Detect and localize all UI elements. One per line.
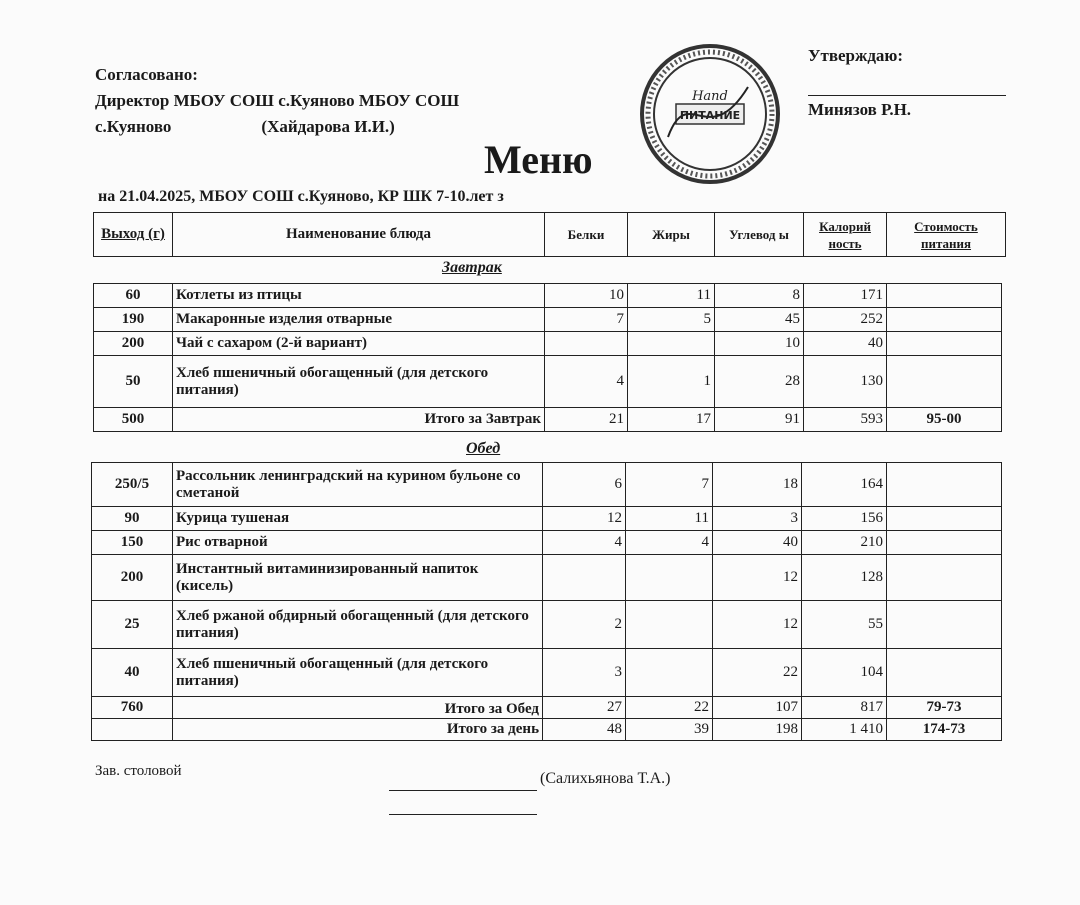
total-fat: 22 <box>626 697 713 719</box>
protein-value: 7 <box>545 308 628 332</box>
carbs-value: 3 <box>713 507 802 531</box>
table-row <box>92 531 1002 555</box>
table-row <box>92 507 1002 531</box>
fat-value <box>626 601 713 649</box>
table-row <box>94 332 1002 356</box>
col-name: Наименование блюда <box>173 213 545 257</box>
carbs-value: 12 <box>713 601 802 649</box>
col-output: Выход (г) <box>94 213 173 257</box>
village-label: с.Куяново <box>95 117 172 136</box>
carbs-value: 45 <box>715 308 804 332</box>
canteen-head-label: Зав. столовой <box>95 763 182 779</box>
protein-value: 10 <box>545 284 628 308</box>
signature-line-2 <box>389 814 537 815</box>
total-output: 500 <box>94 408 173 432</box>
svg-text:ПИТАНИЕ: ПИТАНИЕ <box>679 109 741 122</box>
total-cost: 95-00 <box>887 408 1002 432</box>
breakfast-table <box>93 283 1002 432</box>
calories-value: 252 <box>804 308 887 332</box>
protein-value: 4 <box>543 531 626 555</box>
day-total-calories: 1 410 <box>802 719 887 741</box>
approve-label: Утверждаю: <box>808 46 904 65</box>
cost-cell <box>887 601 1002 649</box>
canteen-head-name: (Салихьянова Т.А.) <box>540 770 671 787</box>
protein-value: 2 <box>543 601 626 649</box>
total-carbs: 107 <box>713 697 802 719</box>
col-fat: Жиры <box>628 213 715 257</box>
total-cost: 79-73 <box>887 697 1002 719</box>
total-fat: 17 <box>628 408 715 432</box>
fat-value: 11 <box>628 284 715 308</box>
table-row <box>94 356 1002 408</box>
column-header-table <box>93 212 1006 257</box>
day-total-output <box>92 719 173 741</box>
cost-cell <box>887 531 1002 555</box>
cost-cell <box>887 507 1002 531</box>
col-protein: Белки <box>545 213 628 257</box>
carbs-value: 28 <box>715 356 804 408</box>
protein-value: 6 <box>543 463 626 507</box>
total-row <box>94 408 1002 432</box>
protein-value: 4 <box>545 356 628 408</box>
approve-name: Минязов Р.Н. <box>808 100 912 119</box>
calories-value: 164 <box>802 463 887 507</box>
fat-value <box>628 332 715 356</box>
calories-value: 40 <box>804 332 887 356</box>
page-title: Меню <box>484 137 593 182</box>
protein-value <box>543 555 626 601</box>
dish-name: Котлеты из птицы <box>173 284 545 308</box>
calories-value: 104 <box>802 649 887 697</box>
carbs-value: 22 <box>713 649 802 697</box>
calories-value: 55 <box>802 601 887 649</box>
stamp-seal <box>638 42 783 187</box>
day-total-row <box>92 719 1002 741</box>
fat-value <box>626 555 713 601</box>
lunch-table <box>91 462 1002 741</box>
total-protein: 27 <box>543 697 626 719</box>
total-protein: 21 <box>545 408 628 432</box>
cost-cell <box>887 555 1002 601</box>
col-calories: Калорий ность <box>804 213 887 257</box>
row-output: 250/5 <box>92 463 173 507</box>
dish-name: Инстантный витаминизированный напиток (кисель) <box>173 555 543 601</box>
dish-name: Рис отварной <box>173 531 543 555</box>
day-total-label: Итого за день <box>173 719 543 741</box>
total-calories: 593 <box>804 408 887 432</box>
fat-value: 11 <box>626 507 713 531</box>
total-calories: 817 <box>802 697 887 719</box>
total-row <box>92 697 1002 719</box>
svg-text:Hand: Hand <box>692 89 728 104</box>
row-output: 90 <box>92 507 173 531</box>
col-carbs: Углевод ы <box>715 213 804 257</box>
menu-subtitle: на 21.04.2025, МБОУ СОШ с.Куяново, КР ШК 7-10.лет з <box>98 188 504 205</box>
dish-name: Рассольник ленинградский на курином бульоне со сметаной <box>173 463 543 507</box>
fat-value: 1 <box>628 356 715 408</box>
protein-value <box>545 332 628 356</box>
carbs-value: 12 <box>713 555 802 601</box>
cost-cell <box>887 356 1002 408</box>
total-output: 760 <box>92 697 173 719</box>
cost-cell <box>887 332 1002 356</box>
calories-value: 128 <box>802 555 887 601</box>
day-total-carbs: 198 <box>713 719 802 741</box>
row-output: 150 <box>92 531 173 555</box>
day-total-cost: 174-73 <box>887 719 1002 741</box>
fat-value <box>626 649 713 697</box>
signature-line <box>389 790 537 791</box>
row-output: 40 <box>92 649 173 697</box>
calories-value: 130 <box>804 356 887 408</box>
section-breakfast: Завтрак <box>442 259 502 276</box>
table-row <box>92 555 1002 601</box>
agreed-label: Согласовано: <box>95 65 198 84</box>
cost-cell <box>887 649 1002 697</box>
total-label: Итого за Завтрак <box>173 408 545 432</box>
director-name: (Хайдарова И.И.) <box>261 117 395 136</box>
cost-cell <box>887 463 1002 507</box>
carbs-value: 8 <box>715 284 804 308</box>
dish-name: Хлеб пшеничный обогащенный (для детского питания) <box>173 356 545 408</box>
calories-value: 210 <box>802 531 887 555</box>
table-row <box>94 308 1002 332</box>
calories-value: 156 <box>802 507 887 531</box>
fat-value: 7 <box>626 463 713 507</box>
row-output: 50 <box>94 356 173 408</box>
cost-cell <box>887 308 1002 332</box>
director-line: Директор МБОУ СОШ с.Куяново МБОУ СОШ <box>95 91 460 110</box>
dish-name: Макаронные изделия отварные <box>173 308 545 332</box>
dish-name: Хлеб ржаной обдирный обогащенный (для детского питания) <box>173 601 543 649</box>
section-lunch: Обед <box>466 440 501 457</box>
row-output: 25 <box>92 601 173 649</box>
total-carbs: 91 <box>715 408 804 432</box>
table-row <box>92 463 1002 507</box>
fat-value: 4 <box>626 531 713 555</box>
protein-value: 12 <box>543 507 626 531</box>
dish-name: Хлеб пшеничный обогащенный (для детского питания) <box>173 649 543 697</box>
day-total-protein: 48 <box>543 719 626 741</box>
dish-name: Курица тушеная <box>173 507 543 531</box>
carbs-value: 40 <box>713 531 802 555</box>
table-row <box>94 284 1002 308</box>
fat-value: 5 <box>628 308 715 332</box>
row-output: 200 <box>92 555 173 601</box>
table-row <box>92 601 1002 649</box>
calories-value: 171 <box>804 284 887 308</box>
table-row <box>92 649 1002 697</box>
cost-cell <box>887 284 1002 308</box>
row-output: 190 <box>94 308 173 332</box>
director-row <box>95 114 459 140</box>
dish-name: Чай с сахаром (2-й вариант) <box>173 332 545 356</box>
row-output: 200 <box>94 332 173 356</box>
col-cost: Стоимость питания <box>887 213 1006 257</box>
row-output: 60 <box>94 284 173 308</box>
total-label: Итого за Обед <box>173 697 543 719</box>
day-total-fat: 39 <box>626 719 713 741</box>
protein-value: 3 <box>543 649 626 697</box>
carbs-value: 18 <box>713 463 802 507</box>
carbs-value: 10 <box>715 332 804 356</box>
approve-signature-line <box>808 95 1006 96</box>
agreement-block <box>95 62 459 140</box>
